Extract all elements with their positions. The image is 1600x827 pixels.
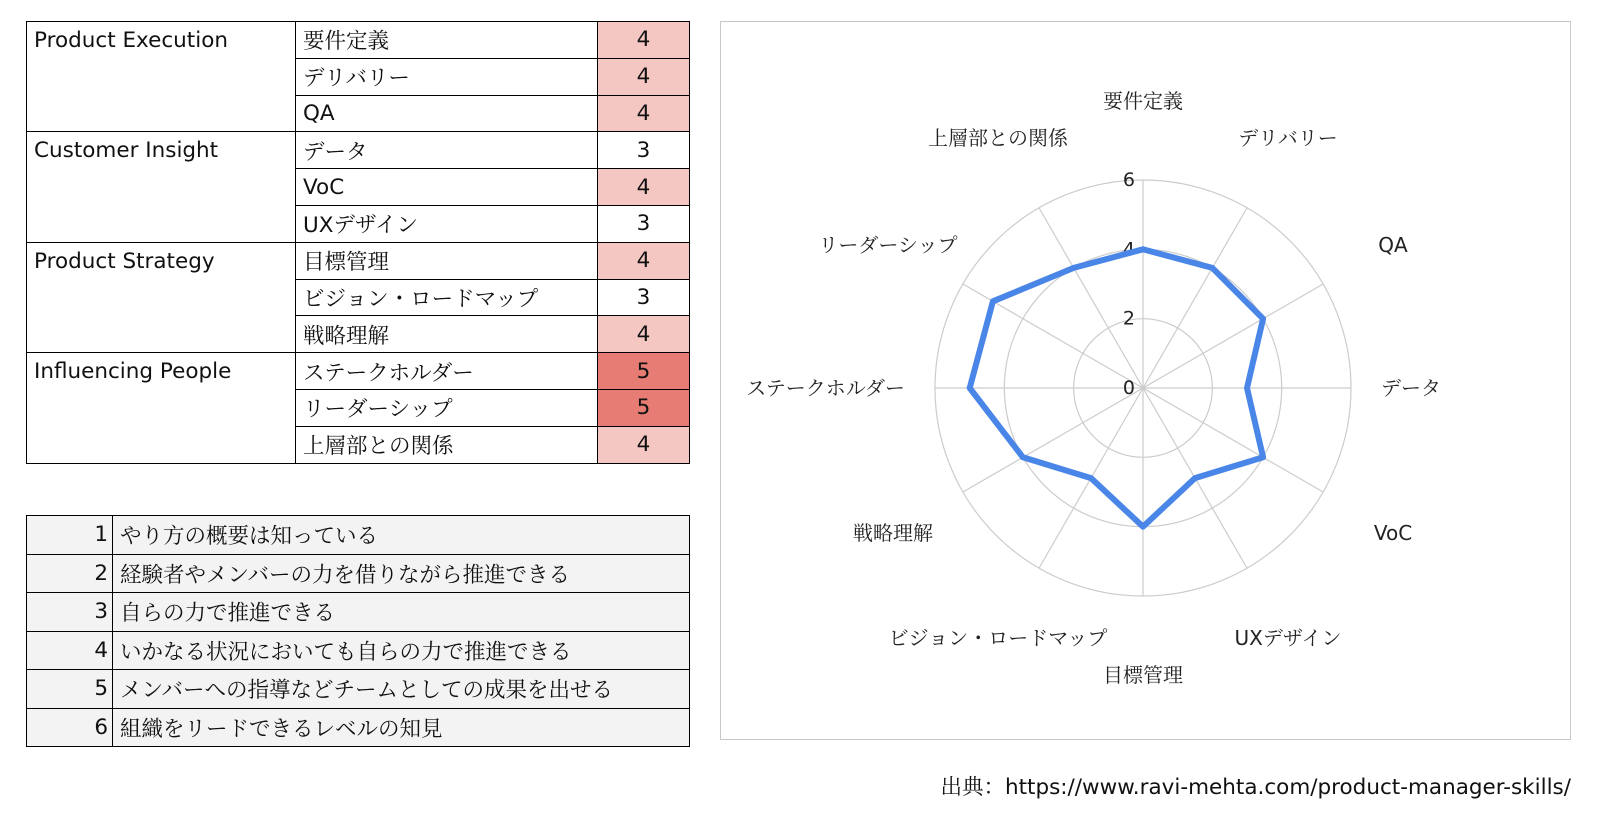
grid-spoke [963,284,1143,388]
skill-score: 5 [598,389,690,426]
skills-table-body [27,22,690,464]
category-label: 要件定義 [1103,89,1183,113]
skill-category: Customer Insight [27,132,296,242]
level-description: 自らの力で推進できる [113,593,690,632]
level-description: いかなる状況においても自らの力で推進できる [113,631,690,670]
skill-name: 戦略理解 [296,316,598,353]
skill-score: 4 [598,22,690,59]
skill-score: 3 [598,205,690,242]
level-description: メンバーへの指導などチームとしての成果を出せる [113,670,690,709]
category-label: ビジョン・ロードマップ [888,626,1108,650]
skills-table [26,21,690,464]
category-label: QA [1378,233,1408,257]
data-point [1261,455,1266,460]
level-row [27,670,690,709]
skill-name: 要件定義 [296,22,598,59]
level-number: 2 [27,554,113,593]
radar-chart [721,22,1570,739]
skill-name: ビジョン・ロードマップ [296,279,598,316]
skill-score: 4 [598,242,690,279]
level-number: 3 [27,593,113,632]
level-number: 5 [27,670,113,709]
skill-name: VoC [296,169,598,206]
category-label: ステークホルダー [746,376,905,400]
grid-spoke [1143,284,1323,388]
grid-spoke [1039,208,1143,388]
level-description: 経験者やメンバーの力を借りながら推進できる [113,554,690,593]
skill-name: リーダーシップ [296,389,598,426]
skill-score: 5 [598,353,690,390]
skill-row [27,353,690,390]
level-description: やり方の概要は知っている [113,516,690,555]
level-row [27,631,690,670]
category-label: リーダーシップ [818,233,958,257]
radial-tick-label: 6 [1122,169,1135,191]
skill-row [27,22,690,59]
levels-table [26,515,690,747]
data-point [1141,247,1146,252]
category-label: 上層部との関係 [928,126,1068,150]
level-row [27,516,690,555]
category-label: UXデザイン [1234,626,1342,650]
skill-row [27,132,690,169]
level-row [27,708,690,747]
data-point [1020,455,1025,460]
skill-category: Product Strategy [27,242,296,352]
skill-name: 目標管理 [296,242,598,279]
category-label: デリバリー [1238,126,1338,150]
radial-tick-label: 4 [1122,238,1135,261]
levels-table-body [27,516,690,747]
skill-name: QA [296,95,598,132]
level-description: 組織をリードできるレベルの知見 [113,708,690,747]
radial-tick-label: 0 [1122,377,1135,399]
skill-score: 4 [598,316,690,353]
skill-name: UXデザイン [296,205,598,242]
skill-category: Influencing People [27,353,296,463]
skill-score: 3 [598,132,690,169]
data-point [1193,476,1198,481]
data-point [1261,316,1266,321]
skill-name: 上層部との関係 [296,426,598,463]
category-label: データ [1381,376,1441,400]
category-label: VoC [1373,521,1413,545]
level-number: 6 [27,708,113,747]
source-citation: 出典：https://www.ravi-mehta.com/product-manager-skills/ [940,775,1571,800]
skill-score: 4 [598,95,690,132]
skill-score: 3 [598,279,690,316]
skill-row [27,242,690,279]
data-point [967,386,972,391]
level-row [27,554,690,593]
category-label: 目標管理 [1103,663,1183,687]
level-number: 1 [27,516,113,555]
skill-name: データ [296,132,598,169]
skill-name: ステークホルダー [296,353,598,390]
skill-score: 4 [598,58,690,95]
skill-score: 4 [598,169,690,206]
level-row [27,593,690,632]
data-point [1245,386,1250,391]
data-point [1210,265,1215,270]
radar-chart-frame [720,21,1571,740]
skill-category: Product Execution [27,22,296,132]
skill-score: 4 [598,426,690,463]
grid-spoke [1143,388,1323,492]
data-point [1141,524,1146,529]
grid-spoke [963,388,1143,492]
category-label: 戦略理解 [853,521,933,545]
grid-spoke [1143,208,1247,388]
data-point [1089,476,1094,481]
data-point [990,299,995,304]
level-number: 4 [27,631,113,670]
data-point [1071,265,1076,270]
radial-tick-label: 2 [1122,307,1135,330]
skill-name: デリバリー [296,58,598,95]
